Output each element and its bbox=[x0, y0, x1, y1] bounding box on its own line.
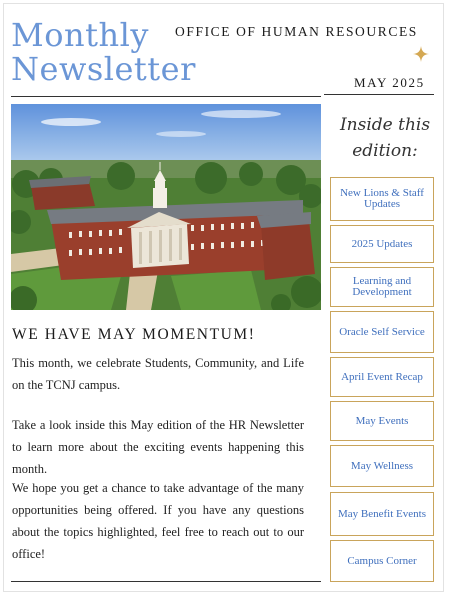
article-headline: WE HAVE MAY MOMENTUM! bbox=[12, 326, 256, 343]
toc-may-benefit-events[interactable] bbox=[330, 492, 434, 536]
toc-april-event-recap[interactable] bbox=[330, 357, 434, 397]
toc-campus-corner[interactable] bbox=[330, 540, 434, 582]
toc-label: April Event Recap bbox=[341, 370, 423, 383]
header-divider-left bbox=[11, 96, 321, 97]
toc-label: May Benefit Events bbox=[338, 507, 426, 520]
newsletter-title bbox=[11, 18, 196, 86]
toc-label: May Events bbox=[355, 414, 409, 427]
footer-divider bbox=[11, 581, 321, 582]
inside-heading-line1: Inside this bbox=[339, 115, 431, 135]
toc-label: May Wellness bbox=[350, 459, 414, 472]
sparkle-icon bbox=[413, 46, 429, 62]
toc-label: 2025 Updates bbox=[351, 237, 413, 250]
toc-label: Learning and Development bbox=[352, 275, 412, 298]
toc-oracle-self-service[interactable] bbox=[330, 311, 434, 353]
header-divider-right bbox=[324, 94, 434, 95]
article-paragraph-2: Take a look inside this May edition of the HR Newsletter to learn more about the exciting events happening this month. bbox=[12, 418, 304, 476]
article-paragraph-3: We hope you get a chance to take advantage of the many opportunities being offered. If you have any questions about the topics highlighted, feel free to reach out to our office! bbox=[12, 481, 304, 561]
toc-label: Campus Corner bbox=[347, 554, 417, 567]
hero-image bbox=[11, 104, 321, 310]
toc-2025-updates[interactable] bbox=[330, 225, 434, 263]
toc-learning-and-development[interactable] bbox=[330, 267, 434, 307]
toc-may-wellness[interactable] bbox=[330, 445, 434, 487]
title-line-monthly: Monthly bbox=[11, 16, 149, 54]
title-line-newsletter: Newsletter bbox=[11, 50, 196, 88]
article-paragraph-1: This month, we celebrate Students, Community, and Life on the TCNJ campus. bbox=[12, 356, 304, 392]
inside-this-edition-heading bbox=[336, 104, 434, 168]
toc-new-lions-staff-updates[interactable] bbox=[330, 177, 434, 221]
toc-may-events[interactable] bbox=[330, 401, 434, 441]
toc-label: Oracle Self Service bbox=[339, 325, 425, 338]
toc-label: New Lions & Staff Updates bbox=[340, 187, 424, 210]
issue-date: MAY 2025 bbox=[354, 75, 425, 90]
inside-heading-line2: edition: bbox=[352, 141, 418, 161]
office-name: OFFICE OF HUMAN RESOURCES bbox=[175, 24, 418, 39]
